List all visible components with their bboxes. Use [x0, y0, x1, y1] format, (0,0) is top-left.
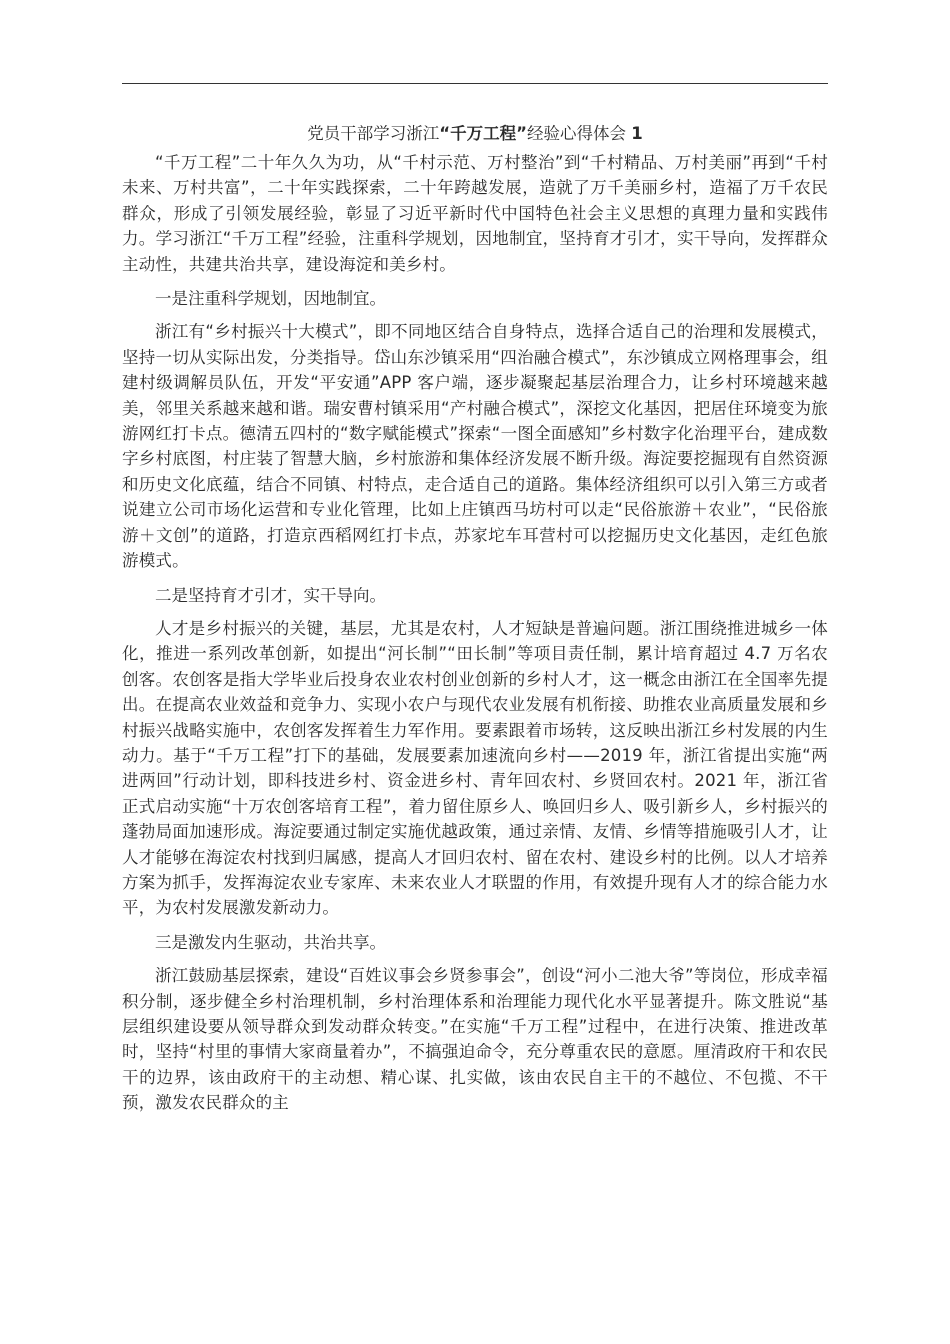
title-project-name: “千万工程” — [439, 124, 527, 143]
section-2-paragraph: 人才是乡村振兴的关键，基层，尤其是农村，人才短缺是普遍问题。浙江围绕推进城乡一体化，推进一系列改革创新，如提出“河长制”“田长制”等项目责任制，累计培育超过 4.7 万名农创客。农创客是指大学毕业后投身农业农村创业创新的乡村人才，这一概念由浙江在全国率先提出。在提高农业效益和竞争力、实现小农户与现代农业发展有机衔接、助推农业高质量发展和乡村振兴战略实施中，农创客发挥着生力军作用。要素跟着市场转，这反映出浙江乡村发展的内生动力。基于“千万工程”打下的基础，发展要素加速流向乡村——2019 年，浙江省提出实施“两进两回”行动计划，即科技进乡村、资金进乡村、青年回农村、乡贤回农村。2021 年，浙江省正式启动实施“十万农创客培育工程”，着力留住原乡人、唤回归乡人、吸引新乡人，乡村振兴的蓬勃局面加速形成。海淀要通过制定实施优越政策，通过亲情、友情、乡情等措施吸引人才，让人才能够在海淀农村找到归属感，提高人才回归农村、留在农村、建设乡村的比例。以人才培养方案为抓手，发挥海淀农业专家库、未来农业人才联盟的作用，有效提升现有人才的综合能力水平，为农村发展激发新动力。 — [122, 618, 828, 918]
title-middle: 经验心得体会 — [526, 124, 626, 143]
intro-paragraph: “千万工程”二十年久久为功，从“千村示范、万村整治”到“千村精品、万村美丽”再到“千村未来、万村共富”，二十年实践探索，二十年跨越发展，造就了万千美丽乡村，造福了万千农民群众，形成了引领发展经验，彰显了习近平新时代中国特色社会主义思想的真理力量和实践伟力。学习浙江“千万工程”经验，注重科学规划，因地制宜，坚持育才引才，实干导向，发挥群众主动性，共建共治共享，建设海淀和美乡村。 — [122, 153, 828, 274]
title-prefix: 党员干部学习浙江 — [307, 124, 440, 143]
header-rule — [122, 83, 828, 84]
section-heading-3: 三是激发内生驱动，共治共享。 — [155, 932, 386, 952]
section-1-paragraph: 浙江有“乡村振兴十大模式”，即不同地区结合自身特点，选择合适自己的治理和发展模式，坚持一切从实际出发，分类指导。岱山东沙镇采用“四治融合模式”，东沙镇成立网格理事会，组建村级调解员队伍，开发“平安通”APP 客户端，逐步凝聚起基层治理合力，让乡村环境越来越美，邻里关系越来越和谐。瑞安曹村镇采用“产村融合模式”，深挖文化基因，把居住环境变为旅游网红打卡点。德清五四村的“数字赋能模式”探索“一图全面感知”乡村数字化治理平台，建成数字乡村底图，村庄装了智慧大脑，乡村旅游和集体经济发展不断升级。海淀要挖掘现有自然资源和历史文化底蕴，结合不同镇、村特点，走合适自己的道路。集体经济组织可以引入第三方或者说建立公司市场化运营和专业化管理，比如上庄镇西马坊村可以走“民俗旅游＋农业”，“民俗旅游＋文创”的道路，打造京西稻网红打卡点，苏家坨车耳营村可以挖掘历史文化基因，走红色旅游模式。 — [122, 322, 828, 571]
section-heading-2: 二是坚持育才引才，实干导向。 — [155, 585, 386, 605]
title-number: 1 — [631, 124, 643, 143]
section-3-paragraph: 浙江鼓励基层探索，建设“百姓议事会乡贤参事会”，创设“河小二池大爷”等岗位，形成幸福积分制，逐步健全乡村治理机制，乡村治理体系和治理能力现代化水平显著提升。陈文胜说“基层组织建设要从领导群众到发动群众转变。”在实施“千万工程”过程中，在进行决策、推进改革时，坚持“村里的事情大家商量着办”，不搞强迫命令，充分尊重农民的意愿。厘清政府干和农民干的边界，该由政府干的主动想、精心谋、扎实做，该由农民自主干的不越位、不包揽、不干预，激发农民群众的主 — [122, 966, 828, 1113]
page-title — [122, 120, 828, 148]
section-heading-1: 一是注重科学规划，因地制宜。 — [155, 289, 386, 309]
document-body — [122, 120, 828, 1116]
